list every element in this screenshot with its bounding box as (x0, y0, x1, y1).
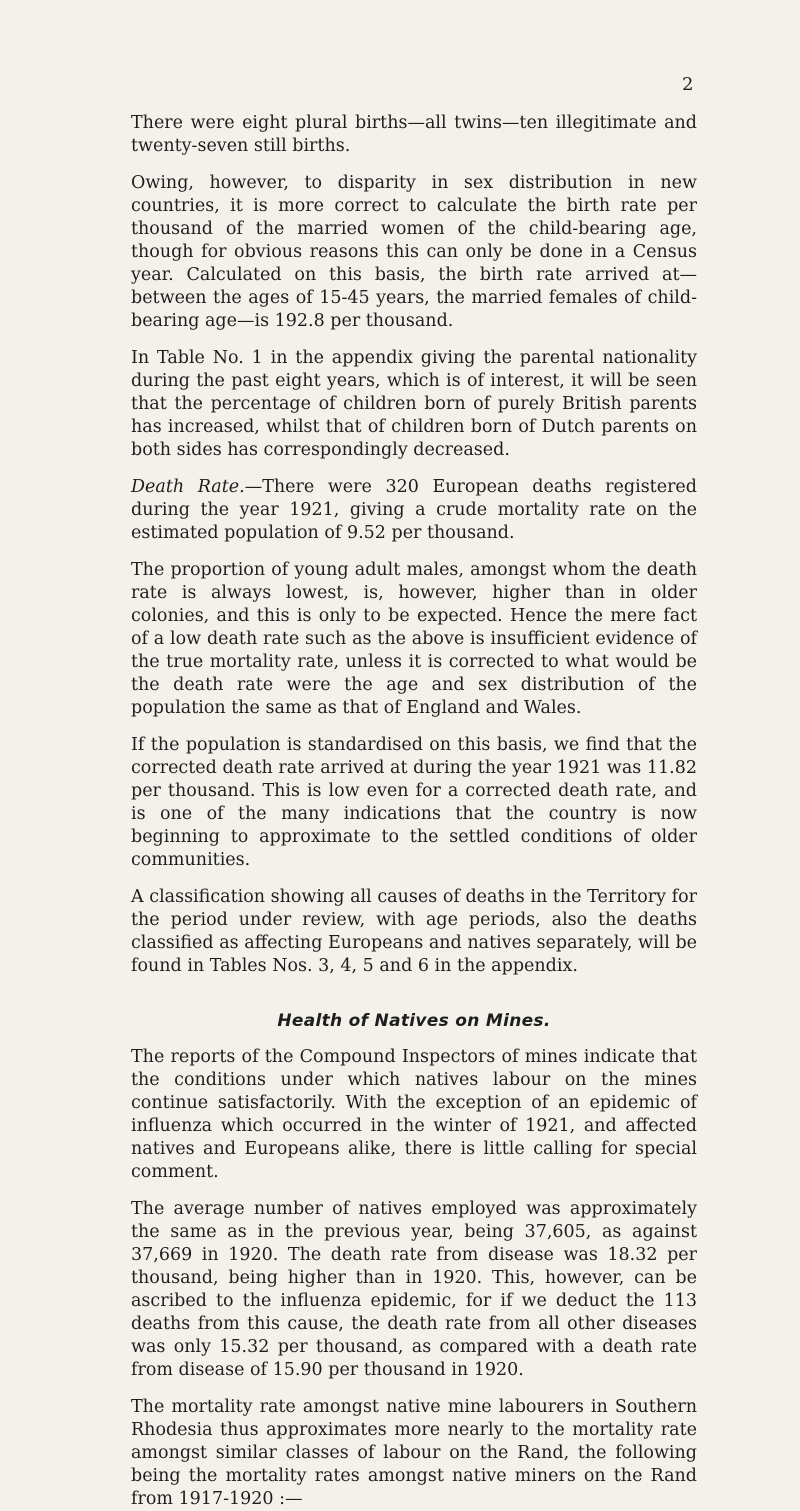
paragraph-standardised-rate: If the population is standardised on this basis, we find that the corrected death rate arrived at during the year 1921 was 11.82 per thousand. This is low even for a corrected death rate, and is one of the many indications that the country is now beginning to approximate to the settled conditions of older communities. (131, 735, 697, 870)
document-body (131, 112, 697, 1511)
paragraph-young-adult-males: The proportion of young adult males, amongst whom the death rate is always lowest, is, however, higher than in older colonies, and this is only to be expected. Hence the mere fact of a low death rate such as the above is insufficient evidence of the true mortality rate, unless it is corrected to what would be the death rate were the age and sex distribution of the population the same as that of England and Wales. (131, 560, 697, 718)
death-rate-text: —There were 320 European deaths registered during the year 1921, giving a crude mortality rate on the estimated population of 9.52 per thousand. (131, 477, 697, 543)
death-rate-runin-heading: Death Rate. (131, 477, 245, 497)
paragraph-compound-inspectors: The reports of the Compound Inspectors of mines indicate that the conditions under which natives labour on the mines continue satisfactorily. With the exception of an epidemic of influenza which occurred in the winter of 1921, and affected natives and Europeans alike, there is little calling for special comment. (131, 1047, 697, 1182)
paragraph-mortality-rate: The mortality rate amongst native mine labourers in Southern Rhodesia thus approximates more nearly to the mortality rate amongst similar classes of labour on the Rand, the following being the mortality rates amongst native miners on the Rand from 1917-1920 :— (131, 1397, 697, 1509)
paragraph-birth-rate: Owing, however, to disparity in sex distribution in new countries, it is more correct to calculate the birth rate per thousand of the married women of the child-bearing age, though for obvious reasons this can only be done in a Census year. Calculated on this basis, the birth rate arrived at—between the ages of 15-45 years, the married females of child-bearing age—is 192.8 per thousand. (131, 173, 697, 331)
paragraph-plural-births: There were eight plural births—all twins—ten illegitimate and twenty-seven still births. (131, 113, 697, 156)
paragraph-classification: A classification showing all causes of deaths in the Territory for the period under review, with age periods, also the deaths classified as affecting Europeans and natives separately, will be found in Tables Nos. 3, 4, 5 and 6 in the appendix. (131, 887, 697, 976)
section-heading: Health of Natives on Mines. (277, 1011, 551, 1031)
paragraph-parental-nationality: In Table No. 1 in the appendix giving the parental nationality during the past eight years, which is of interest, it will be seen that the percentage of children born of purely British parents has increased, whilst that of children born of Dutch parents on both sides has correspondingly decreased. (131, 348, 697, 460)
paragraph-death-rate (131, 476, 697, 545)
paragraph-average-number: The average number of natives employed was approximately the same as in the previous year, being 37,605, as against 37,669 in 1920. The death rate from disease was 18.32 per thousand, being higher than in 1920. This, however, can be ascribed to the influenza epidemic, for if we deduct the 113 deaths from this cause, the death rate from all other diseases was only 15.32 per thousand, as compared with a death rate from disease of 15.90 per thousand in 1920. (131, 1199, 697, 1380)
page-number: 2 (682, 74, 694, 95)
